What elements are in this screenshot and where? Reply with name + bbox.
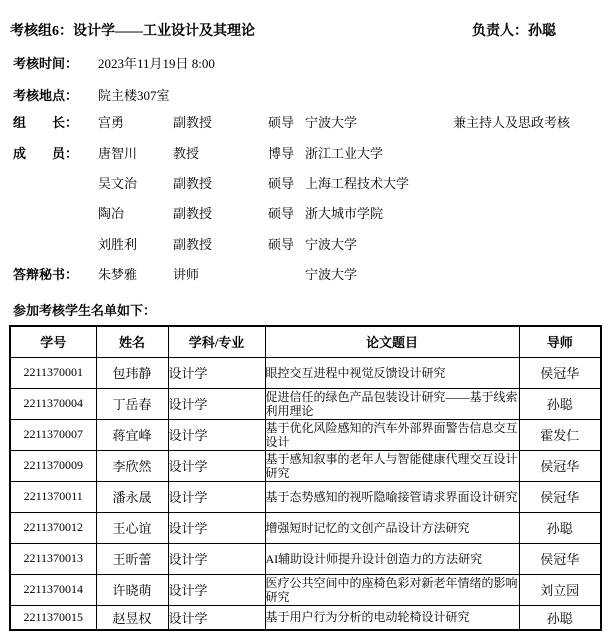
time-label: 考核时间： [13, 56, 79, 71]
student-major: 设计学 [168, 450, 265, 481]
table-header-row [10, 326, 601, 357]
mentor-name: 刘立园 [519, 574, 601, 605]
roster-university: 浙大城市学院 [305, 206, 384, 221]
roster-name: 刘胜利 [98, 237, 138, 252]
student-id: 2211370001 [10, 357, 96, 388]
column-header-mentor: 导师 [519, 326, 601, 357]
students-table [9, 325, 602, 631]
table-row [10, 512, 601, 543]
time-line [0, 53, 613, 70]
thesis-title: 基于感知叙事的老年人与智能健康代理交互设计研究 [265, 451, 518, 480]
roster-title: 副教授 [173, 115, 213, 130]
table-row [10, 481, 601, 512]
table-row [10, 419, 601, 450]
roster-row-member [0, 203, 613, 220]
student-name: 赵昱权 [96, 605, 168, 630]
student-id: 2211370015 [10, 605, 96, 630]
roster-name: 朱梦雅 [98, 267, 138, 282]
roster-title: 副教授 [173, 237, 213, 252]
roster-advisor-type: 硕导 [268, 115, 295, 130]
student-major: 设计学 [168, 574, 265, 605]
roster-advisor-type: 硕导 [268, 206, 295, 221]
roster-university: 宁波大学 [305, 237, 358, 252]
roster-name: 宫勇 [98, 115, 125, 130]
student-id: 2211370012 [10, 512, 96, 543]
roster-advisor-type: 博导 [268, 146, 295, 161]
roster-university: 上海工程技术大学 [305, 176, 410, 191]
roster-university: 浙江工业大学 [305, 146, 384, 161]
students-heading: 参加考核学生名单如下： [13, 303, 157, 318]
roster-title: 讲师 [173, 267, 200, 282]
place-label: 考核地点： [13, 88, 79, 103]
roster-university: 宁波大学 [305, 115, 358, 130]
mentor-name: 孙聪 [519, 388, 601, 419]
place-value: 院主楼307室 [98, 88, 170, 103]
roster-note: 兼主持人及思政考核 [453, 115, 571, 130]
student-major: 设计学 [168, 481, 265, 512]
thesis-title: AI辅助设计师提升设计创造力的方法研究 [265, 543, 519, 574]
document-header-line [0, 20, 613, 37]
student-major: 设计学 [168, 357, 265, 388]
roster-label: 答辩秘书： [13, 267, 79, 282]
roster-row-member [0, 234, 613, 251]
mentor-name: 侯冠华 [519, 481, 601, 512]
leader-name: 负责人：孙聪 [472, 24, 556, 39]
mentor-name: 孙聪 [519, 512, 601, 543]
mentor-name: 霍发仁 [519, 419, 601, 450]
student-name: 王昕蕾 [96, 543, 168, 574]
student-id: 2211370004 [10, 388, 96, 419]
place-line [0, 85, 613, 102]
roster-row-member [0, 143, 613, 160]
thesis-title: 基于用户行为分析的电动轮椅设计研究 [265, 605, 519, 630]
student-major: 设计学 [168, 512, 265, 543]
student-major: 设计学 [168, 388, 265, 419]
table-row [10, 574, 601, 605]
thesis-title: 增强短时记忆的文创产品设计方法研究 [265, 512, 519, 543]
roster-name: 陶冶 [98, 206, 125, 221]
mentor-name: 侯冠华 [519, 357, 601, 388]
roster-advisor-type: 硕导 [268, 237, 295, 252]
thesis-title: 促进信任的绿色产品包装设计研究——基于线索利用理论 [265, 389, 518, 418]
mentor-name: 侯冠华 [519, 450, 601, 481]
roster-title: 副教授 [173, 206, 213, 221]
roster-row-secretary [0, 264, 613, 281]
student-id: 2211370014 [10, 574, 96, 605]
group-title: 考核组6：设计学——工业设计及其理论 [10, 24, 255, 39]
student-name: 许晓萌 [96, 574, 168, 605]
student-id: 2211370013 [10, 543, 96, 574]
mentor-name: 孙聪 [519, 605, 601, 630]
roster-title: 教授 [173, 146, 200, 161]
thesis-title: 基于态势感知的视听隐喻接管请求界面设计研究 [265, 481, 519, 512]
thesis-title: 眼控交互进程中视觉反馈设计研究 [265, 357, 519, 388]
roster-advisor-type: 硕导 [268, 176, 295, 191]
thesis-title: 基于优化风险感知的汽车外部界面警告信息交互设计 [265, 420, 518, 449]
table-row [10, 388, 601, 419]
column-header-id: 学号 [10, 326, 96, 357]
table-row [10, 450, 601, 481]
roster-label: 组 长： [13, 115, 79, 130]
mentor-name: 侯冠华 [519, 543, 601, 574]
roster-title: 副教授 [173, 176, 213, 191]
roster-name: 吴文治 [98, 176, 138, 191]
roster-label: 成 员： [13, 146, 79, 161]
roster-row-chair [0, 112, 613, 129]
column-header-major: 学科/专业 [168, 326, 265, 357]
student-name: 王心谊 [96, 512, 168, 543]
roster-name: 唐智川 [98, 146, 138, 161]
thesis-title: 医疗公共空间中的座椅色彩对新老年情绪的影响研究 [265, 575, 518, 604]
student-name: 包玮静 [96, 357, 168, 388]
roster-row-member [0, 173, 613, 190]
column-header-name: 姓名 [96, 326, 168, 357]
student-major: 设计学 [168, 543, 265, 574]
table-row [10, 357, 601, 388]
student-id: 2211370009 [10, 450, 96, 481]
table-row [10, 543, 601, 574]
student-name: 丁岳春 [96, 388, 168, 419]
table-row [10, 605, 601, 630]
roster-university: 宁波大学 [305, 267, 358, 282]
students-heading-line [0, 300, 613, 317]
student-name: 蒋宜峰 [96, 419, 168, 450]
time-value: 2023年11月19日 8:00 [98, 56, 215, 71]
student-id: 2211370011 [10, 481, 96, 512]
column-header-thesis: 论文题目 [265, 326, 519, 357]
student-major: 设计学 [168, 605, 265, 630]
student-name: 潘永晟 [96, 481, 168, 512]
student-major: 设计学 [168, 419, 265, 450]
student-name: 李欣然 [96, 450, 168, 481]
student-id: 2211370007 [10, 419, 96, 450]
